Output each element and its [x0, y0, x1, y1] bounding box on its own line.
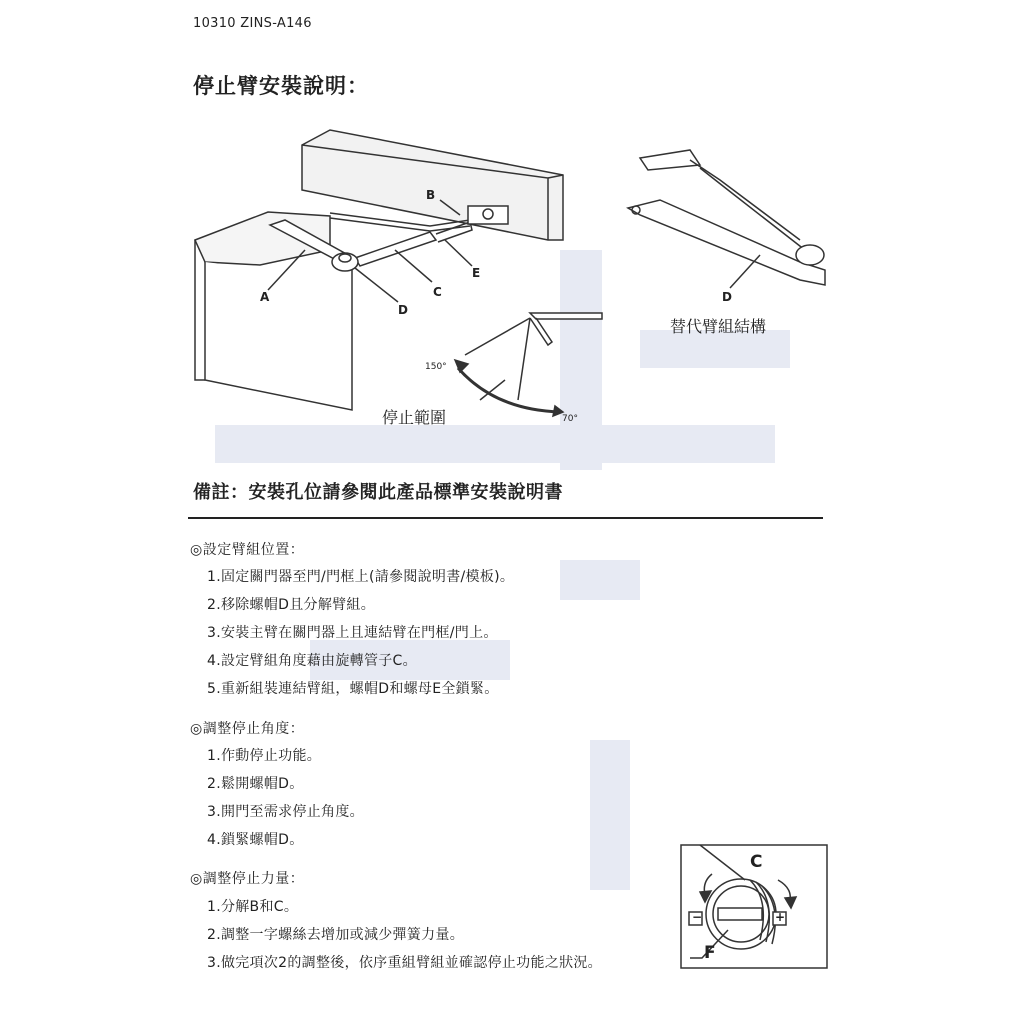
step-item: 2.鬆開螺帽D。: [207, 776, 304, 792]
section-heading: ◎調整停止力量：: [190, 871, 305, 887]
step-item: 3.做完項次2的調整後，依序重組臂組並確認停止功能之狀況。: [207, 955, 602, 971]
step-item: 2.調整一字螺絲去增加或減少彈簧力量。: [207, 927, 465, 943]
plus-icon: +: [775, 910, 786, 924]
stop-range-label: 停止範圍: [382, 408, 447, 427]
angle-max: 150°: [425, 362, 447, 372]
step-item: 1.分解B和C。: [207, 899, 299, 915]
step-item: 2.移除螺帽D且分解臂組。: [207, 597, 376, 613]
step-item: 5.重新組裝連結臂組，螺帽D和螺母E全鎖緊。: [207, 681, 499, 697]
step-item: 3.安裝主臂在關門器上且連結臂在門框/門上。: [207, 625, 498, 641]
step-item: 3.開門至需求停止角度。: [207, 804, 364, 820]
step-item: 4.鎖緊螺帽D。: [207, 832, 304, 848]
minus-icon: −: [692, 910, 703, 924]
install-note: 備註：安裝孔位請參閱此產品標準安裝說明書: [193, 482, 563, 503]
divider: [188, 517, 823, 519]
label-e: E: [472, 266, 481, 280]
section-heading: ◎設定臂組位置：: [190, 542, 305, 558]
alt-caption: 替代臂組結構: [670, 317, 767, 336]
label-a: A: [260, 290, 270, 304]
section-heading: ◎調整停止角度：: [190, 721, 305, 737]
doc-code: 10310 ZINS-A146: [193, 16, 312, 31]
step-item: 4.設定臂組角度藉由旋轉管子C。: [207, 653, 417, 669]
spring-label-f: F: [704, 943, 716, 963]
label-b: B: [426, 188, 436, 202]
label-c: C: [433, 285, 442, 299]
alt-label-d: D: [722, 290, 732, 304]
step-item: 1.固定關門器至門/門框上(請參閱說明書/模板)。: [207, 569, 515, 585]
page-title: 停止臂安裝說明：: [193, 74, 369, 98]
label-d: D: [398, 303, 408, 317]
angle-min: 70°: [562, 414, 578, 424]
spring-label-c: C: [750, 852, 763, 872]
step-item: 1.作動停止功能。: [207, 748, 322, 764]
